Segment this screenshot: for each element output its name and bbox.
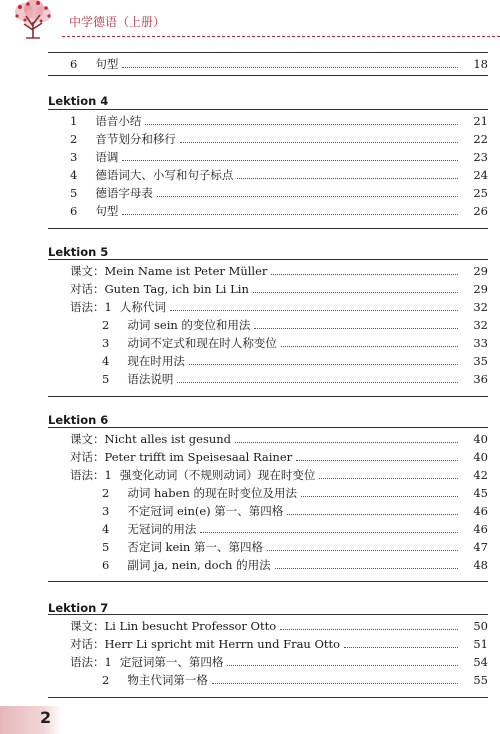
entry-label: Li Lin besucht Professor Otto (104, 619, 277, 633)
entry-page-number: 21 (473, 114, 488, 128)
entry-page-number: 48 (473, 558, 488, 572)
entry-page-number: 29 (473, 282, 488, 296)
entry-number: 4 (102, 522, 110, 536)
toc-entry[interactable] (48, 520, 488, 538)
toc-entry[interactable] (48, 448, 488, 466)
toc-entry[interactable] (48, 617, 488, 635)
lesson-entries-box (48, 614, 488, 698)
entry-label: 语音小结 (95, 114, 142, 128)
entry-prefix: 对话： (70, 637, 105, 651)
entry-prefix: 课文： (70, 619, 105, 633)
entry-label: Guten Tag, ich bin Li Lin (104, 282, 249, 296)
toc-entry[interactable] (48, 166, 488, 184)
toc-entry[interactable] (48, 55, 488, 73)
entry-label: 不定冠词 ein(e) 第一、第四格 (127, 504, 284, 518)
entry-number: 6 (70, 57, 78, 71)
entry-number: 1 (70, 114, 78, 128)
entry-label: 动词 haben 的现在时变位及用法 (127, 486, 297, 500)
entry-page-number: 36 (473, 372, 488, 386)
dot-leader (122, 159, 458, 161)
entry-number: 2 (102, 318, 110, 332)
entry-page-number: 18 (473, 57, 488, 71)
lesson-entries-box (48, 109, 488, 229)
entry-page-number: 42 (473, 468, 488, 482)
dot-leader (253, 291, 458, 293)
entry-number: 6 (70, 204, 78, 218)
lesson-title: Lektion 5 (48, 245, 109, 259)
entry-label: Peter trifft im Speisesaal Rainer (104, 450, 293, 464)
lesson-entries-box (48, 52, 488, 76)
dot-leader (122, 66, 458, 68)
entry-label: 句型 (95, 57, 119, 71)
lesson-entries-box (48, 427, 488, 582)
entry-number: 4 (70, 168, 78, 182)
toc-entry[interactable] (48, 298, 488, 316)
toc-entry[interactable] (48, 466, 488, 484)
dot-leader (281, 345, 458, 347)
entry-number: 3 (102, 336, 110, 350)
lesson-title: Lektion 6 (48, 413, 109, 427)
entry-prefix: 语法：1 (70, 468, 112, 482)
toc-entry[interactable] (48, 130, 488, 148)
entry-page-number: 47 (473, 540, 488, 554)
dot-leader (301, 495, 458, 497)
entry-number: 4 (102, 354, 110, 368)
entry-page-number: 33 (473, 336, 488, 350)
entry-label: Nicht alles ist gesund (104, 432, 232, 446)
toc-entry[interactable] (48, 538, 488, 556)
entry-number: 5 (70, 186, 78, 200)
dot-leader (254, 327, 458, 329)
entry-number: 2 (102, 673, 110, 687)
dot-leader (344, 646, 458, 648)
entry-number: 3 (70, 150, 78, 164)
entry-label: 定冠词第一、第四格 (119, 655, 224, 669)
entry-page-number: 32 (473, 300, 488, 314)
entry-page-number: 22 (473, 132, 488, 146)
entry-page-number: 46 (473, 504, 488, 518)
dot-leader (122, 213, 458, 215)
dot-leader (145, 123, 458, 125)
entry-label: 语调 (95, 150, 119, 164)
entry-page-number: 45 (473, 486, 488, 500)
dot-leader (275, 567, 458, 569)
toc-entry[interactable] (48, 635, 488, 653)
toc-entry[interactable] (48, 262, 488, 280)
page-number: 2 (40, 708, 52, 727)
entry-label: 音节划分和移行 (95, 132, 176, 146)
dot-leader (170, 309, 458, 311)
entry-label: 副词 ja, nein, doch 的用法 (127, 558, 271, 572)
dot-leader (287, 513, 458, 515)
dot-leader (200, 531, 458, 533)
entry-label: 无冠词的用法 (127, 522, 197, 536)
toc-entry[interactable] (48, 184, 488, 202)
toc-entry[interactable] (48, 112, 488, 130)
toc-entry[interactable] (48, 671, 488, 689)
entry-prefix: 课文： (70, 264, 105, 278)
dot-leader (177, 381, 458, 383)
entry-label: 语法说明 (127, 372, 174, 386)
book-title: 中学德语（上册） (69, 15, 166, 29)
dot-leader (280, 628, 458, 630)
footer-bar (0, 706, 62, 734)
entry-number: 5 (102, 372, 110, 386)
toc-entry[interactable] (48, 653, 488, 671)
entry-page-number: 26 (473, 204, 488, 218)
dot-leader (157, 195, 458, 197)
lesson-title: Lektion 7 (48, 601, 109, 615)
entry-number: 5 (102, 540, 110, 554)
dot-leader (227, 664, 458, 666)
entry-label: 动词不定式和现在时人称变位 (127, 336, 277, 350)
toc-entry[interactable] (48, 502, 488, 520)
toc-entry[interactable] (48, 430, 488, 448)
entry-label: 德语字母表 (95, 186, 153, 200)
entry-label: 现在时用法 (127, 354, 185, 368)
lesson-title: Lektion 4 (48, 94, 109, 108)
dot-leader (271, 273, 458, 275)
entry-number: 3 (102, 504, 110, 518)
entry-label: 否定词 kein 第一、第四格 (127, 540, 263, 554)
entry-label: 人称代词 (119, 300, 166, 314)
entry-number: 2 (70, 132, 78, 146)
toc-entry[interactable] (48, 148, 488, 166)
entry-page-number: 40 (473, 432, 488, 446)
entry-prefix: 语法：1 (70, 300, 112, 314)
toc-entry[interactable] (48, 352, 488, 370)
entry-page-number: 51 (473, 637, 488, 651)
toc-entry[interactable] (48, 484, 488, 502)
entry-page-number: 32 (473, 318, 488, 332)
entry-label: 动词 sein 的变位和用法 (127, 318, 251, 332)
entry-prefix: 语法：1 (70, 655, 112, 669)
dot-leader (180, 141, 458, 143)
toc-entry[interactable] (48, 316, 488, 334)
entry-label: 德语词大、小写和句子标点 (95, 168, 234, 182)
entry-label: Herr Li spricht mit Herrn und Frau Otto (104, 637, 341, 651)
lesson-entries-box (48, 259, 488, 397)
dot-leader (212, 682, 458, 684)
entry-label: 物主代词第一格 (127, 673, 208, 687)
entry-page-number: 23 (473, 150, 488, 164)
entry-number: 2 (102, 486, 110, 500)
entry-page-number: 46 (473, 522, 488, 536)
entry-number: 6 (102, 558, 110, 572)
dot-leader (237, 177, 458, 179)
dot-leader (319, 477, 458, 479)
entry-page-number: 29 (473, 264, 488, 278)
entry-page-number: 40 (473, 450, 488, 464)
entry-prefix: 课文： (70, 432, 105, 446)
dot-leader (267, 549, 458, 551)
entry-label: 句型 (95, 204, 119, 218)
entry-page-number: 54 (473, 655, 488, 669)
entry-label: Mein Name ist Peter Müller (104, 264, 268, 278)
entry-page-number: 35 (473, 354, 488, 368)
toc-entry[interactable] (48, 556, 488, 574)
entry-label: 强变化动词（不规则动词）现在时变位 (119, 468, 316, 482)
toc-entry[interactable] (48, 202, 488, 220)
toc-entry[interactable] (48, 370, 488, 388)
dot-leader (189, 363, 458, 365)
entry-page-number: 55 (473, 673, 488, 687)
entry-page-number: 50 (473, 619, 488, 633)
toc-entry[interactable] (48, 334, 488, 352)
dot-leader (235, 441, 458, 443)
dot-leader (296, 459, 458, 461)
entry-prefix: 对话： (70, 282, 105, 296)
entry-prefix: 对话： (70, 450, 105, 464)
entry-page-number: 24 (473, 168, 488, 182)
entry-page-number: 25 (473, 186, 488, 200)
toc-entry[interactable] (48, 280, 488, 298)
